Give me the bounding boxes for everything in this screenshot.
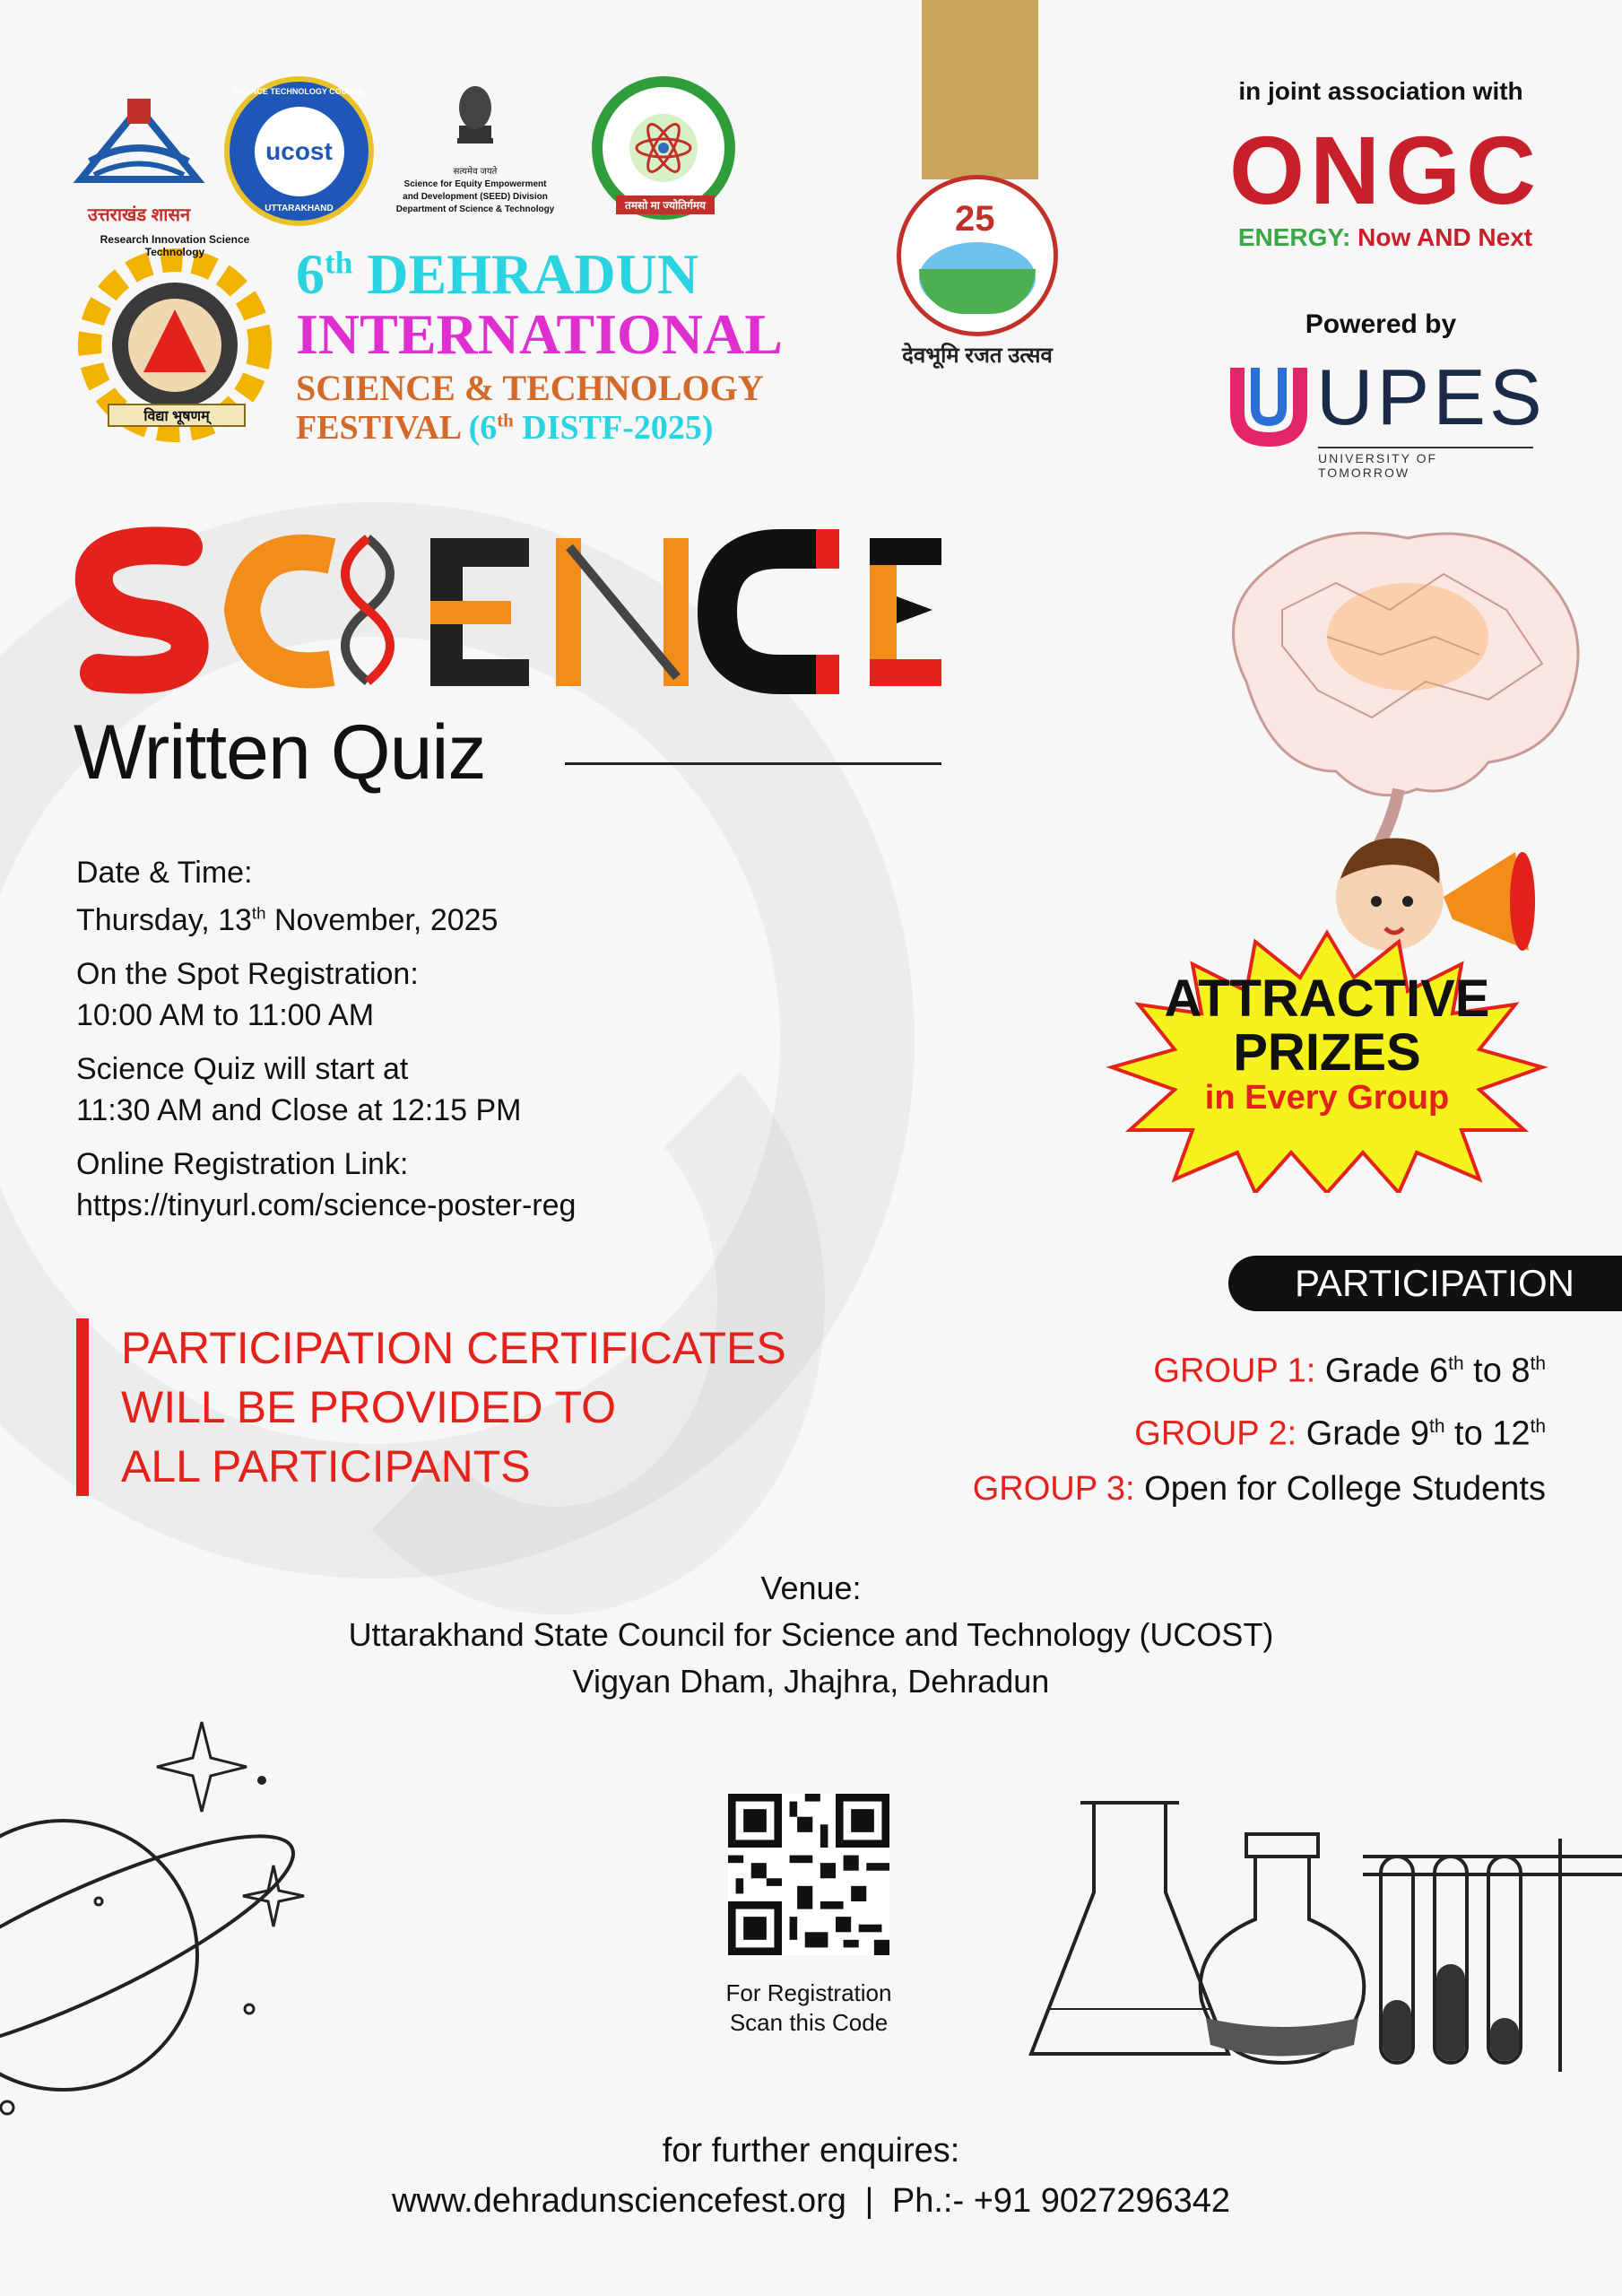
sparkle-star-icon bbox=[157, 1722, 247, 1812]
science-word bbox=[72, 520, 950, 700]
ucost-logo-text: ucost bbox=[265, 136, 333, 165]
seed-caption-1: Science for Equity Empowerment bbox=[403, 179, 547, 189]
online-registration-label: Online Registration Link: bbox=[76, 1147, 409, 1182]
festival-line-2: INTERNATIONAL bbox=[296, 302, 783, 367]
upes-logo bbox=[1228, 352, 1546, 480]
upes-name: UPES bbox=[1316, 352, 1546, 441]
qr-caption-2: Scan this Code bbox=[729, 2009, 889, 2036]
science-letter-s-shape bbox=[94, 545, 190, 674]
seed-caption-2: and Development (SEED) Division bbox=[403, 192, 548, 202]
footer bbox=[0, 2126, 1622, 2226]
qr-code[interactable] bbox=[728, 1794, 889, 1955]
lab-glassware-illustration bbox=[1022, 1785, 1622, 2081]
festival-line-4: FESTIVAL (6th DISTF-2025) bbox=[296, 409, 714, 448]
certificate-notice bbox=[76, 1318, 802, 1496]
ucost-logo bbox=[224, 76, 374, 226]
gold-ribbon bbox=[922, 0, 1038, 179]
powered-label: Powered by bbox=[1305, 309, 1457, 339]
emblem-caption: सत्यमेव जयते bbox=[453, 167, 498, 177]
seed-dst-logo bbox=[377, 81, 574, 224]
saturn-planet-icon bbox=[0, 1686, 359, 2152]
website-link[interactable]: www.dehradunsciencefest.org bbox=[391, 2182, 846, 2220]
gear-banner: विद्या भूषणम् bbox=[108, 404, 246, 427]
participation-groups bbox=[973, 1336, 1546, 1517]
venue-label: Venue: bbox=[760, 1570, 862, 1606]
venue-block bbox=[0, 1565, 1622, 1705]
rajat-logo-number: 25 bbox=[955, 199, 995, 239]
venue-line-1: Uttarakhand State Council for Science and Technology (UCOST) bbox=[348, 1616, 1274, 1653]
festival-line-3: SCIENCE & TECHNOLOGY bbox=[296, 368, 764, 409]
prize-line-3: in Every Group bbox=[1204, 1079, 1450, 1117]
festival-title bbox=[296, 244, 924, 447]
quiz-start-label: Science Quiz will start at bbox=[76, 1052, 409, 1087]
science-letter-c-shape bbox=[242, 552, 332, 670]
ucost-ring-text: SCIENCE TECHNOLOGY COUNCIL bbox=[231, 87, 367, 96]
certificate-line-3: ALL PARTICIPANTS bbox=[121, 1441, 531, 1492]
ongc-tagline-b: Now AND Next bbox=[1357, 223, 1533, 251]
online-registration-link[interactable]: https://tinyurl.com/science-poster-reg bbox=[76, 1188, 577, 1223]
association-label: in joint association with bbox=[1238, 77, 1523, 105]
gear-festival-logo bbox=[72, 233, 278, 457]
qr-caption-1: For Registration bbox=[725, 1979, 892, 2006]
date-value: Thursday, 13th November, 2025 bbox=[76, 903, 499, 938]
govt-logo-caption: उत्तराखंड शासन bbox=[87, 205, 191, 225]
quiz-time: 11:30 AM and Close at 12:15 PM bbox=[76, 1093, 522, 1128]
quiz-title: Written Quiz bbox=[74, 709, 486, 796]
prize-line-2: PRIZES bbox=[1233, 1023, 1421, 1082]
venue-line-2: Vigyan Dham, Jhajhra, Dehradun bbox=[572, 1663, 1050, 1700]
green-science-logo bbox=[592, 76, 735, 220]
festival-line-1: 6th DEHRADUN bbox=[296, 242, 699, 306]
group-2: GROUP 2: Grade 9th to 12th bbox=[1134, 1414, 1546, 1453]
rajat-logo-caption: देवभूमि रजत उत्सव bbox=[902, 344, 1053, 368]
registration-label: On the Spot Registration: bbox=[76, 957, 419, 992]
green-logo-caption: तमसो मा ज्योतिर्गमय bbox=[616, 196, 715, 214]
certificate-line-1: PARTICIPATION CERTIFICATES bbox=[121, 1323, 786, 1373]
ongc-logo bbox=[1219, 116, 1551, 252]
group-3: GROUP 3: Open for College Students bbox=[972, 1470, 1546, 1509]
qr-caption bbox=[690, 1979, 927, 2038]
ucost-bottom-text: UTTARAKHAND bbox=[265, 204, 334, 213]
gear-ring-text: Research Innovation Science Technology bbox=[100, 233, 250, 258]
certificate-line-2: WILL BE PROVIDED TO bbox=[121, 1382, 617, 1432]
uttarakhand-govt-logo bbox=[72, 90, 206, 224]
national-emblem-icon bbox=[448, 81, 502, 161]
footer-separator: | bbox=[864, 2182, 874, 2220]
prize-line-1: ATTRACTIVE bbox=[1164, 970, 1490, 1028]
phone-number[interactable]: Ph.:- +91 9027296342 bbox=[891, 2182, 1231, 2220]
ongc-name: ONGC bbox=[1229, 116, 1541, 224]
quiz-title-underline bbox=[565, 762, 941, 765]
enquiry-label: for further enquires: bbox=[662, 2132, 960, 2170]
ongc-tagline-a: ENERGY: bbox=[1237, 223, 1358, 251]
registration-time: 10:00 AM to 11:00 AM bbox=[76, 998, 375, 1033]
seed-caption-3: Department of Science & Technology bbox=[395, 204, 555, 214]
upes-tagline: UNIVERSITY OF TOMORROW bbox=[1318, 447, 1533, 480]
group-1: GROUP 1: Grade 6th to 8th bbox=[1153, 1352, 1546, 1390]
date-label: Date & Time: bbox=[76, 856, 253, 890]
event-details bbox=[76, 852, 811, 1239]
participation-heading: PARTICIPATION bbox=[1228, 1256, 1622, 1311]
